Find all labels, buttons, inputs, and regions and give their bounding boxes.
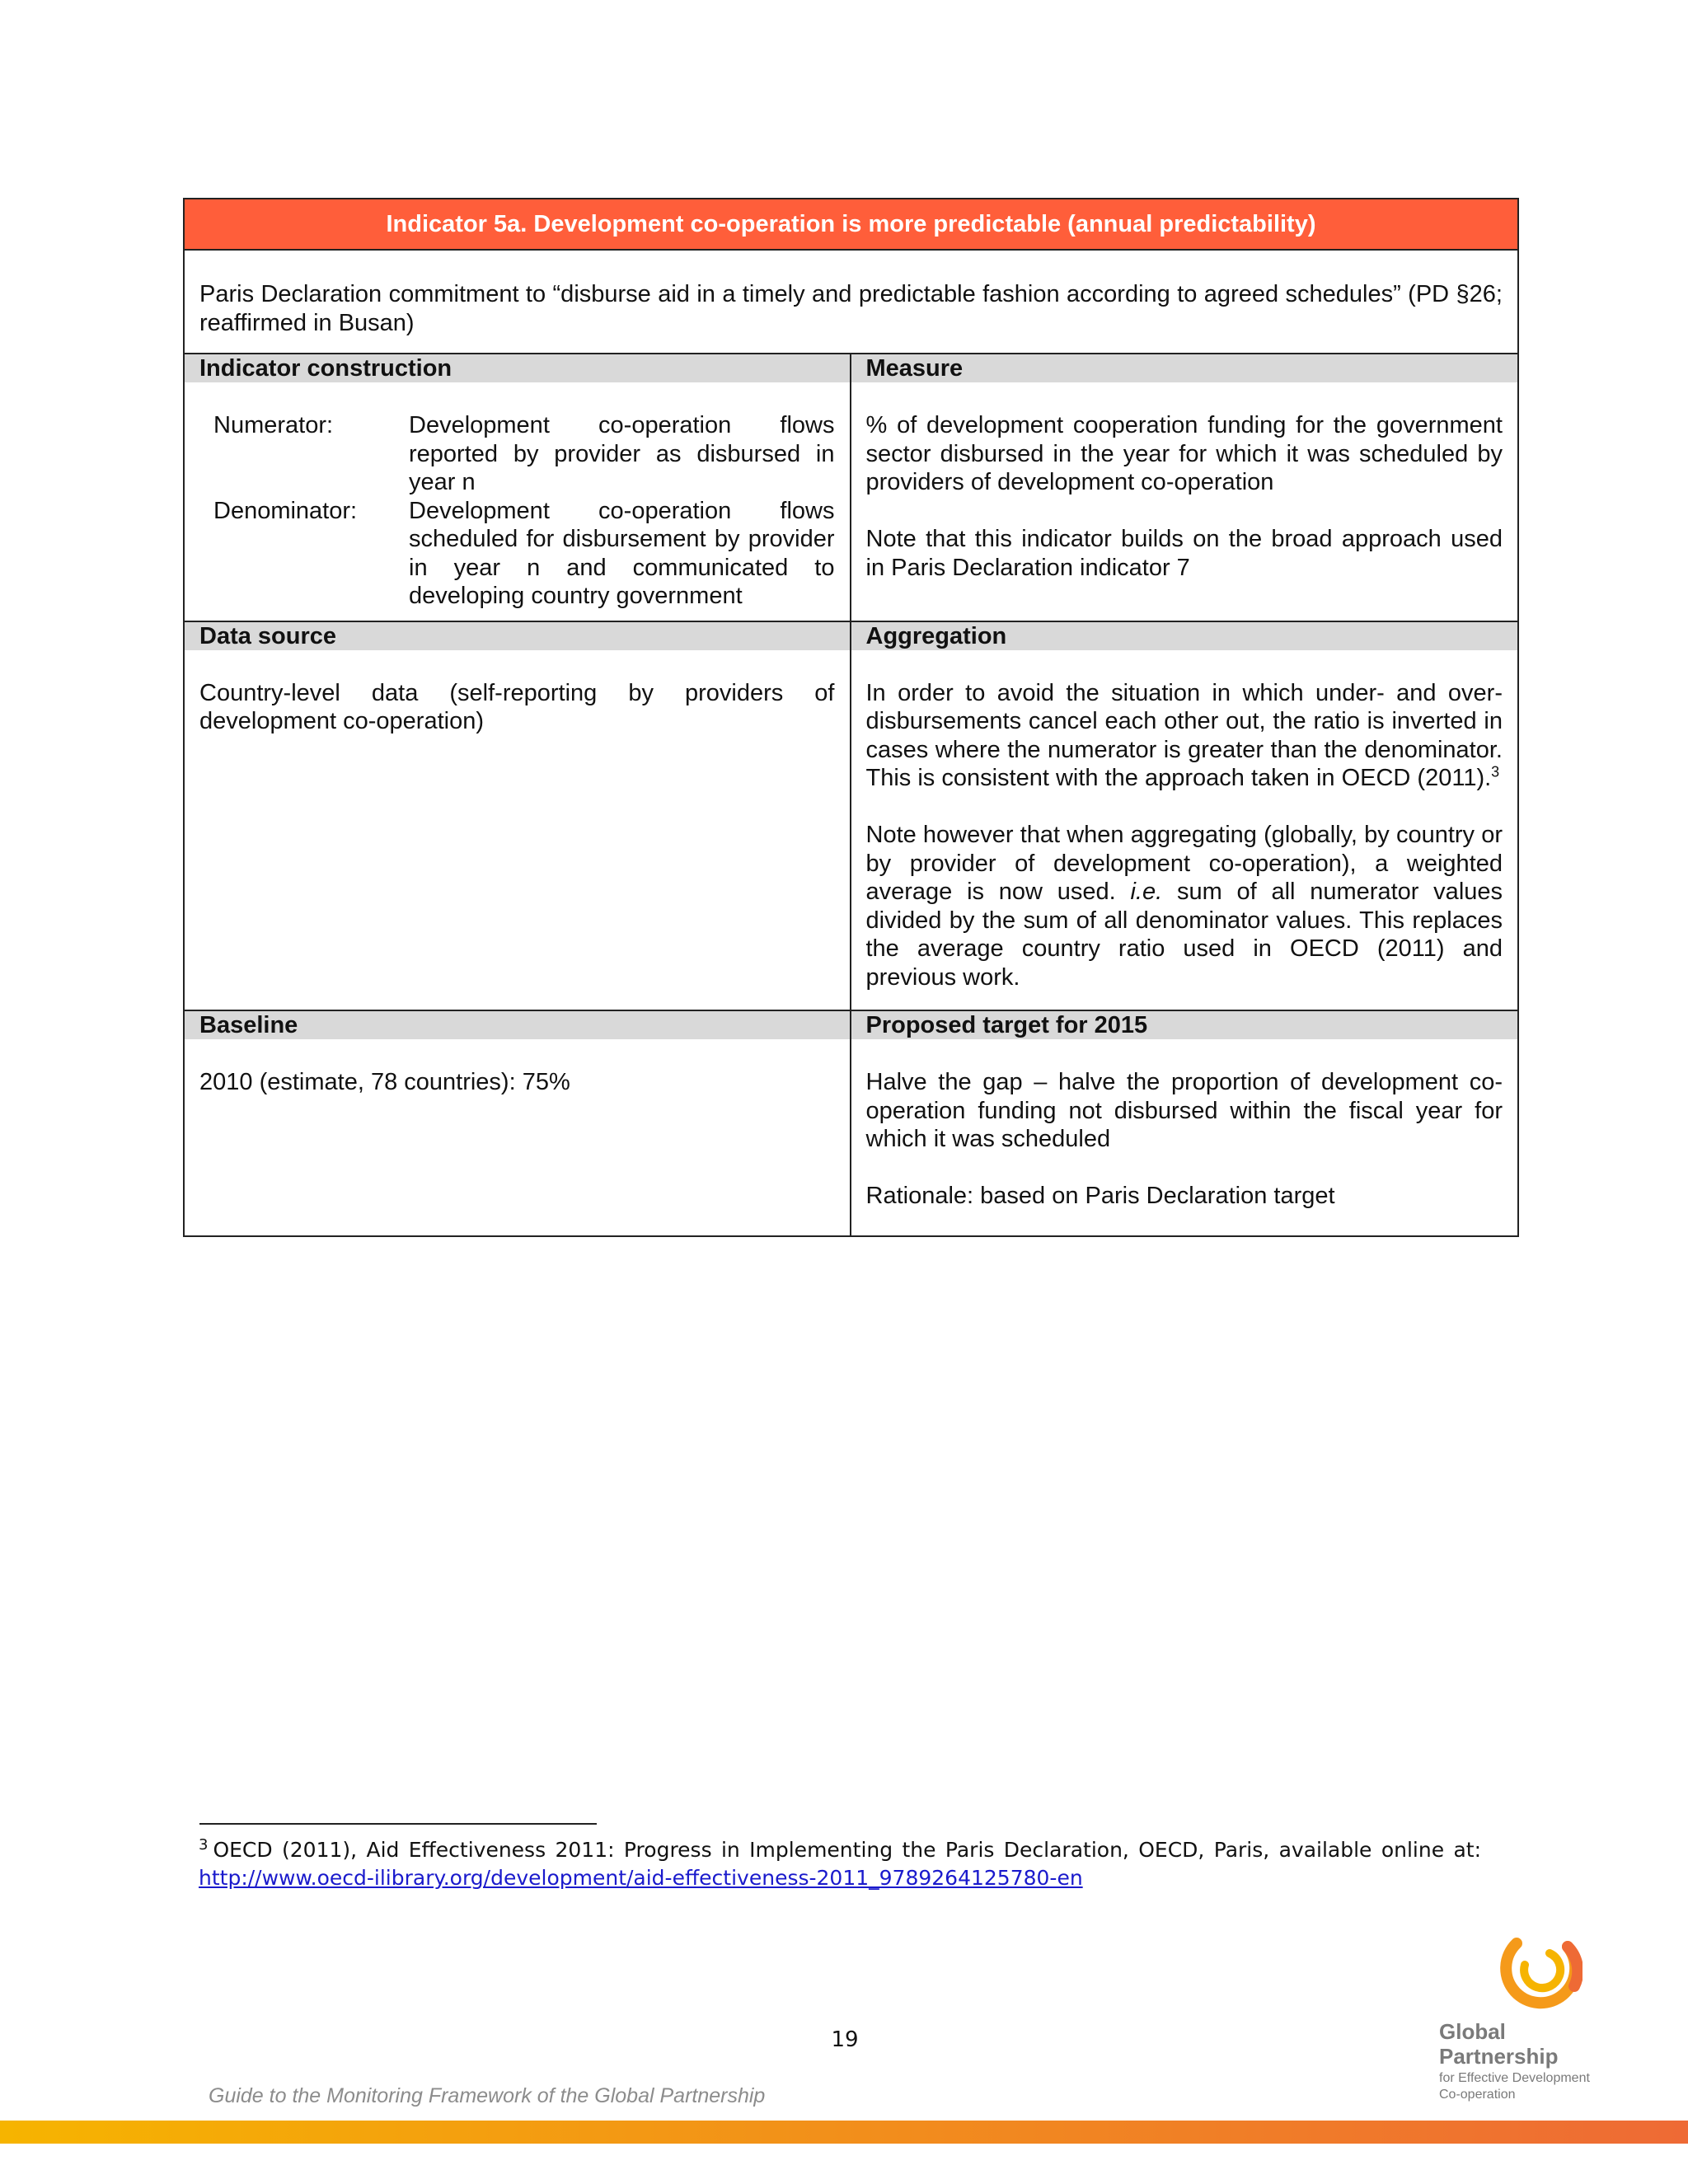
logo-line-1: Global bbox=[1439, 2019, 1506, 2044]
logo-text bbox=[1439, 2019, 1629, 2103]
aggregation-paragraph-2: Note however that when aggregating (globally, by country or by provider of development co-operation), a weighted average is now used. i.e. sum of all numerator values divided by the sum of all denominator values. This replaces the average country ratio used in OECD (2011) and previous work. bbox=[865, 822, 1503, 991]
footnote-text: OECD (2011), Aid Effectiveness 2011: Progress in Implementing the Paris Declaration, OECD, Paris, available online at: bbox=[213, 1838, 1481, 1862]
baseline-cell bbox=[185, 1011, 851, 1235]
footnote bbox=[199, 1836, 1481, 1892]
aggregation-cell bbox=[851, 622, 1518, 1010]
commitment-text: Paris Declaration commitment to “disburse aid in a timely and predictable fashion according to agreed schedules” (PD §26; reaffirmed in Busan) bbox=[185, 251, 1517, 354]
construction-measure-row bbox=[185, 354, 1517, 622]
target-cell bbox=[851, 1011, 1518, 1235]
indicator-title-bar: Indicator 5a. Development co-operation is more predictable (annual predictability) bbox=[185, 199, 1517, 251]
footer-title: Guide to the Monitoring Framework of the Global Partnership bbox=[209, 2084, 766, 2107]
footnote-ref: 3 bbox=[1491, 763, 1500, 780]
footnote-link[interactable]: http://www.oecd-ilibrary.org/development/aid-effectiveness-2011_9789264125780-en bbox=[199, 1866, 1083, 1890]
logo-ring-icon bbox=[1492, 1929, 1582, 2019]
data-source-heading: Data source bbox=[185, 622, 850, 650]
measure-heading: Measure bbox=[851, 354, 1518, 382]
measure-cell bbox=[851, 354, 1518, 621]
measure-paragraph-2: Note that this indicator builds on the broad approach used in Paris Declaration indicator 7 bbox=[865, 526, 1503, 581]
logo-line-3: for Effective Development bbox=[1439, 2071, 1590, 2085]
construction-cell bbox=[185, 354, 851, 621]
baseline-heading: Baseline bbox=[185, 1011, 850, 1039]
page-number: 19 bbox=[831, 2027, 859, 2052]
data-source-text: Country-level data (self-reporting by providers of development co-operation) bbox=[199, 679, 835, 734]
construction-definitions bbox=[199, 411, 835, 611]
target-paragraph-2: Rationale: based on Paris Declaration target bbox=[865, 1183, 1335, 1209]
footer-color-bar bbox=[0, 2121, 1688, 2144]
aggregation-heading: Aggregation bbox=[851, 622, 1518, 650]
logo-line-2: Partnership bbox=[1439, 2044, 1559, 2069]
baseline-text: 2010 (estimate, 78 countries): 75% bbox=[199, 1069, 570, 1095]
indicator-table bbox=[183, 198, 1519, 1237]
footnote-separator bbox=[199, 1823, 597, 1825]
measure-body bbox=[851, 382, 1518, 597]
aggregation-paragraph-1: In order to avoid the situation in which under- and over-disbursements cancel each other out, the ratio is inverted in cases where the numerator is greater than the denominator. This is consistent with the approach taken in OECD (2011).$^3$ bbox=[865, 679, 1503, 791]
footnote-number: 3 bbox=[199, 1835, 209, 1854]
aggregation-body bbox=[851, 650, 1518, 1010]
construction-heading: Indicator construction bbox=[185, 354, 850, 382]
baseline-target-row bbox=[185, 1011, 1517, 1235]
numerator-text: Development co-operation flows reported by provider as disbursed in year n bbox=[409, 412, 835, 495]
target-body bbox=[851, 1039, 1518, 1235]
target-paragraph-1: Halve the gap – halve the proportion of development co-operation funding not disbursed within the fiscal year for which it was scheduled bbox=[865, 1069, 1503, 1152]
source-aggregation-row bbox=[185, 622, 1517, 1012]
denominator-label: Denominator: bbox=[213, 497, 358, 524]
numerator-label: Numerator: bbox=[213, 412, 334, 438]
measure-paragraph-1: % of development cooperation funding for the government sector disbursed in the year for which it was scheduled by providers of development co-operation bbox=[865, 412, 1503, 495]
denominator-text: Development co-operation flows scheduled for disbursement by provider in year n and communicated to developing country government bbox=[409, 497, 835, 609]
logo-line-4: Co-operation bbox=[1439, 2088, 1516, 2102]
data-source-cell bbox=[185, 622, 851, 1010]
target-heading: Proposed target for 2015 bbox=[851, 1011, 1518, 1039]
global-partnership-logo bbox=[1439, 1929, 1629, 2118]
construction-body bbox=[185, 382, 850, 621]
